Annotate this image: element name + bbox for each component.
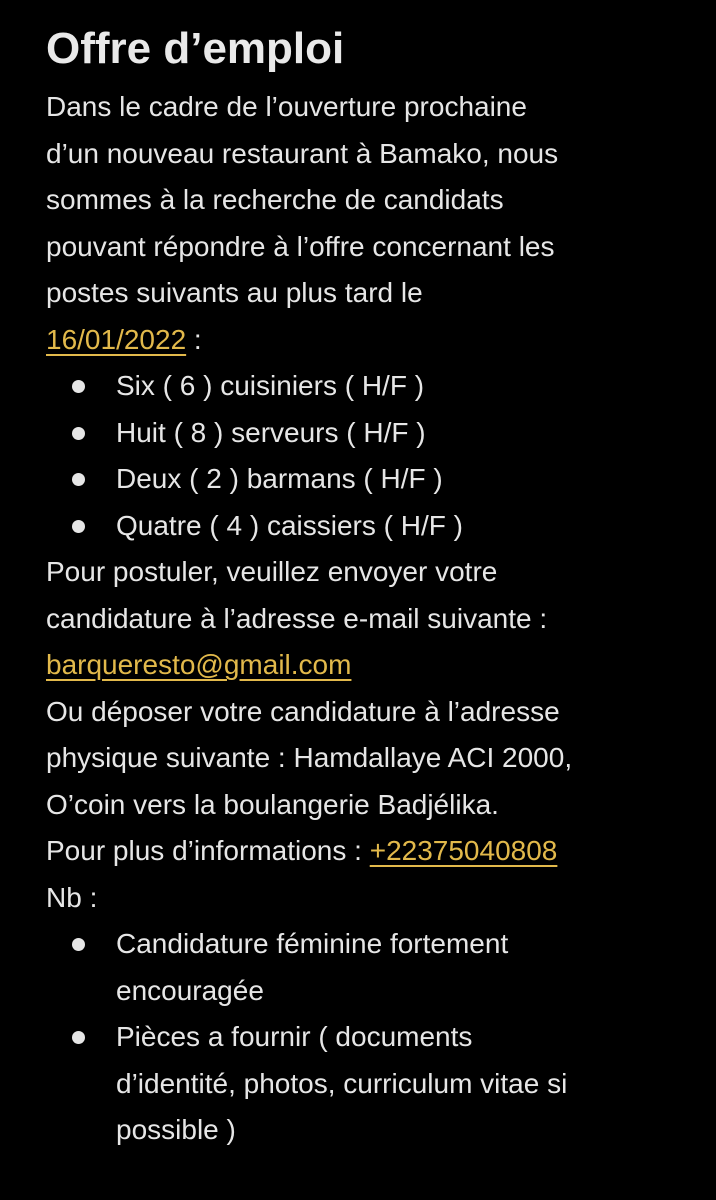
note-item-text: Pièces a fournir ( documents d’identité, photos, curriculum vitae si possible ) (116, 1021, 568, 1145)
position-label: Quatre ( 4 ) caissiers ( H/F ) (116, 509, 463, 541)
notes-list (46, 921, 686, 1154)
bullet-icon (72, 473, 85, 486)
bullet-icon (72, 1031, 85, 1044)
bullet-icon (72, 380, 85, 393)
note-item-text: Candidature féminine fortement encouragée (116, 928, 509, 1006)
address-paragraph: Ou déposer votre candidature à l’adresse physique suivante : Hamdallaye ACI 2000, O’coin vers la boulangerie Badjélika. (46, 695, 573, 820)
positions-list (46, 363, 686, 549)
info-paragraph (46, 828, 686, 875)
intro-paragraph (46, 84, 686, 363)
position-label: Deux ( 2 ) barmans ( H/F ) (116, 463, 443, 494)
list-item (46, 456, 686, 503)
nb-label: Nb : (46, 881, 98, 913)
info-prefix: Pour plus d’informations : (46, 835, 370, 866)
intro-text: Dans le cadre de l’ouverture prochaine d’un nouveau restaurant à Bamako, nous sommes à la recherche de candidats pouvant répondre à l’offre concernant les postes suivants au plus tard le (46, 91, 559, 308)
deadline-suffix: : (186, 323, 202, 355)
list-item (46, 921, 686, 1014)
list-item (46, 503, 686, 550)
position-label: Six ( 6 ) cuisiniers ( H/F ) (116, 370, 425, 401)
email-link[interactable]: barqueresto@gmail.com (46, 649, 352, 680)
list-item (46, 363, 686, 410)
phone-link[interactable]: +22375040808 (369, 835, 558, 866)
note-content[interactable] (46, 18, 686, 1154)
list-item (46, 410, 686, 457)
apply-paragraph (46, 549, 686, 689)
list-item (46, 1014, 686, 1154)
deadline-date-link[interactable]: 16/01/2022 (46, 323, 187, 355)
bullet-icon (72, 938, 85, 951)
bullet-icon (72, 427, 85, 440)
bullet-icon (72, 520, 85, 533)
apply-text: Pour postuler, veuillez envoyer votre candidature à l’adresse e-mail suivante : (46, 556, 548, 634)
note-title: Offre d’emploi (46, 24, 345, 73)
position-label: Huit ( 8 ) serveurs ( H/F ) (116, 416, 426, 448)
